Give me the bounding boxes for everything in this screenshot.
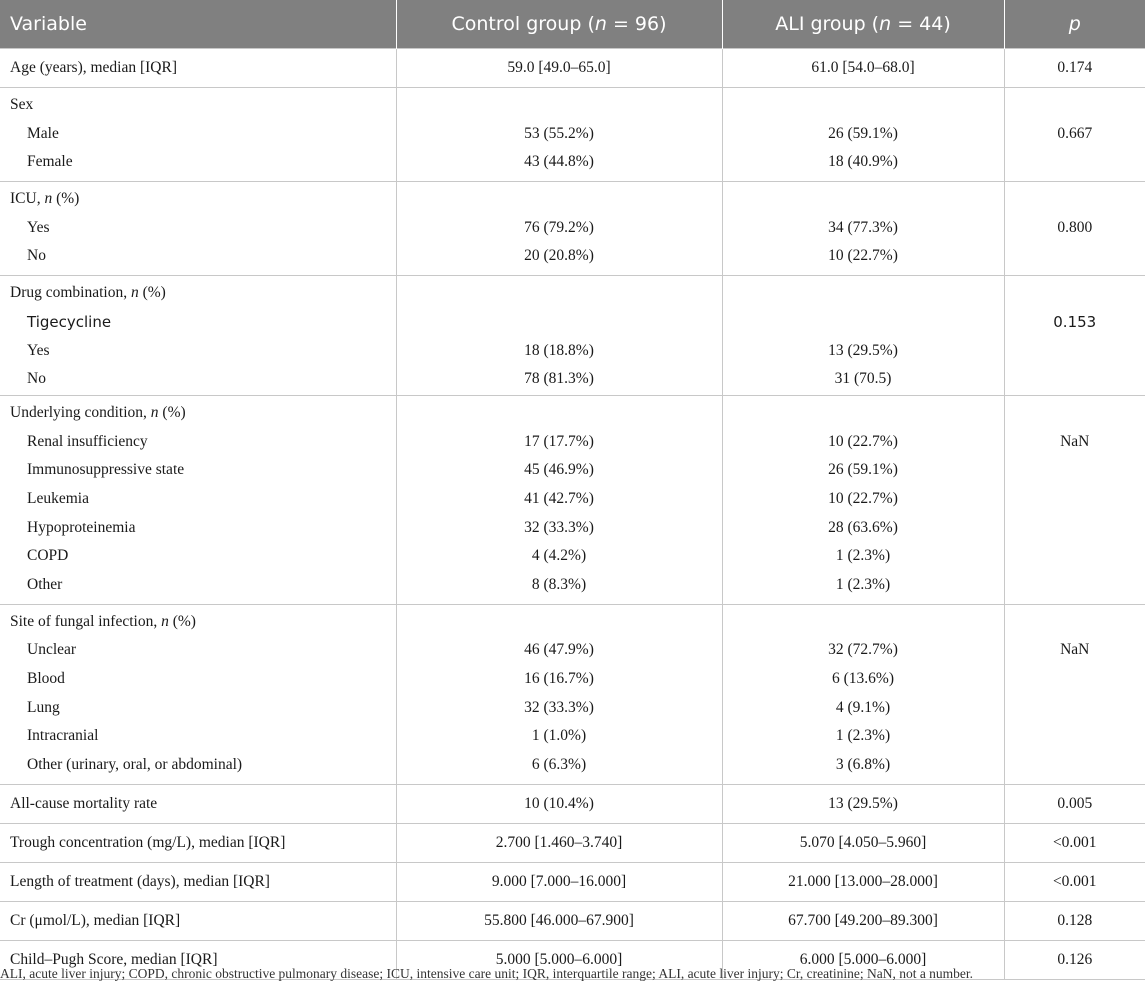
control-value: 8 (8.3%) — [531, 576, 587, 593]
ali-value: 6 (13.6%) — [832, 670, 894, 688]
table-row-site-of-infection — [0, 604, 1145, 784]
row-label: Drug combination, n (%) — [10, 284, 166, 302]
control-value: 5.000 [5.000–6.000] — [495, 950, 623, 968]
p-value: 0.128 — [1057, 911, 1093, 929]
sub-label: Other — [27, 576, 63, 593]
p-value: 0.126 — [1057, 950, 1093, 968]
ali-value: 1 (2.3%) — [835, 576, 891, 593]
control-value: 78 (81.3%) — [524, 370, 594, 388]
ali-value: 26 (59.1%) — [828, 124, 898, 142]
table-row-mortality — [0, 784, 1145, 823]
sub-label-no: No — [27, 247, 46, 265]
row-label: Trough concentration (mg/L), median [IQR] — [10, 833, 286, 851]
p-value: 0.153 — [1053, 312, 1097, 331]
table-row-length-of-treatment — [0, 862, 1145, 901]
control-value: 32 (33.3%) — [524, 698, 594, 716]
control-value: 76 (79.2%) — [524, 218, 594, 236]
p-value: NaN — [1060, 432, 1090, 450]
sub-label: Unclear — [27, 641, 77, 659]
ali-value: 26 (59.1%) — [828, 461, 898, 479]
table-row-underlying-condition — [0, 395, 1145, 604]
ali-value: 28 (63.6%) — [828, 518, 898, 536]
p-value: 0.005 — [1057, 794, 1093, 812]
sub-label-yes: Yes — [27, 341, 50, 359]
table-row-sex — [0, 88, 1145, 182]
header-ali-group: ALI group (n = 44) — [722, 0, 1004, 49]
ali-value: 32 (72.7%) — [828, 641, 898, 659]
row-label: Site of fungal infection, n (%) — [10, 612, 196, 630]
row-label: Child–Pugh Score, median [IQR] — [10, 950, 218, 968]
table-row-icu — [0, 182, 1145, 276]
sub-label-yes: Yes — [27, 218, 50, 236]
ali-value: 10 (22.7%) — [828, 247, 898, 265]
p-value: 0.174 — [1057, 59, 1093, 76]
header-variable: Variable — [0, 0, 396, 49]
ali-value: 1 (2.3%) — [835, 727, 891, 745]
p-value: <0.001 — [1052, 833, 1097, 851]
header-p: p — [1004, 0, 1145, 49]
sub-label: COPD — [27, 547, 69, 565]
control-value: 10 (10.4%) — [524, 794, 594, 812]
table-row-age — [0, 49, 1145, 88]
ali-value: 61.0 [54.0–68.0] — [811, 59, 915, 76]
sub-label-tigecycline: Tigecycline — [27, 312, 112, 331]
control-value: 4 (4.2%) — [531, 547, 587, 565]
p-value: 0.800 — [1057, 218, 1093, 236]
control-value: 18 (18.8%) — [524, 341, 594, 359]
ali-value: 13 (29.5%) — [828, 794, 898, 812]
ali-value: 3 (6.8%) — [835, 756, 891, 774]
control-value: 1 (1.0%) — [531, 727, 587, 745]
sub-label: Intracranial — [27, 727, 99, 745]
row-label: All-cause mortality rate — [10, 794, 158, 812]
ali-value: 34 (77.3%) — [828, 218, 898, 236]
sub-label: Leukemia — [27, 489, 89, 507]
control-value: 32 (33.3%) — [524, 518, 594, 536]
ali-value: 13 (29.5%) — [828, 341, 898, 359]
control-value: 43 (44.8%) — [524, 153, 594, 171]
table-row-trough-concentration — [0, 823, 1145, 862]
ali-value: 1 (2.3%) — [835, 547, 891, 565]
ali-value: 10 (22.7%) — [828, 489, 898, 507]
sub-label: Hypoproteinemia — [27, 518, 136, 536]
ali-value: 21.000 [13.000–28.000] — [788, 872, 938, 890]
p-value: <0.001 — [1052, 872, 1097, 890]
sub-label: Lung — [27, 698, 60, 716]
p-value: 0.667 — [1057, 124, 1093, 142]
row-label: ICU, n (%) — [10, 190, 80, 208]
control-value: 55.800 [46.000–67.900] — [484, 911, 634, 929]
ali-value: 18 (40.9%) — [828, 153, 898, 171]
control-value: 9.000 [7.000–16.000] — [491, 872, 627, 890]
control-value: 53 (55.2%) — [524, 124, 594, 142]
sub-label: Renal insufficiency — [27, 432, 148, 450]
sub-label: Immunosuppressive state — [27, 461, 185, 479]
control-value: 6 (6.3%) — [531, 756, 587, 774]
ali-value: 31 (70.5) — [834, 370, 892, 388]
control-value: 20 (20.8%) — [524, 247, 594, 265]
ali-value: 10 (22.7%) — [828, 432, 898, 450]
control-value: 17 (17.7%) — [524, 432, 594, 450]
ali-value: 5.070 [4.050–5.960] — [799, 833, 927, 851]
control-value: 45 (46.9%) — [524, 461, 594, 479]
row-label: Sex — [10, 96, 34, 113]
row-label: Cr (μmol/L), median [IQR] — [10, 911, 181, 929]
header-control-group: Control group (n = 96) — [396, 0, 722, 49]
sub-label-male: Male — [27, 124, 59, 142]
sub-label-no: No — [27, 370, 46, 388]
sub-label: Other (urinary, oral, or abdominal) — [27, 756, 243, 774]
table-footnote: ALI, acute liver injury; COPD, chronic obstructive pulmonary disease; ICU, intensive care unit; IQR, interquartile range; ALI, acute liver injury; Cr, creatinine; NaN, not a number. — [0, 966, 974, 981]
ali-value: 6.000 [5.000–6.000] — [799, 950, 927, 968]
row-label: Length of treatment (days), median [IQR] — [10, 872, 270, 890]
sub-label-female: Female — [27, 153, 73, 171]
control-value: 46 (47.9%) — [524, 641, 594, 659]
table-row-drug-combination — [0, 276, 1145, 396]
ali-value: 4 (9.1%) — [835, 698, 891, 716]
control-value: 2.700 [1.460–3.740] — [495, 833, 623, 851]
row-label: Age (years), median [IQR] — [10, 59, 177, 76]
table-header-row — [0, 0, 1145, 49]
control-value: 59.0 [49.0–65.0] — [507, 59, 611, 76]
sub-label: Blood — [27, 670, 65, 688]
control-value: 41 (42.7%) — [524, 489, 594, 507]
p-value: NaN — [1060, 641, 1090, 659]
ali-value: 67.700 [49.200–89.300] — [788, 911, 938, 929]
control-value: 16 (16.7%) — [524, 670, 594, 688]
row-label: Underlying condition, n (%) — [10, 403, 186, 421]
table-row-creatinine — [0, 901, 1145, 940]
